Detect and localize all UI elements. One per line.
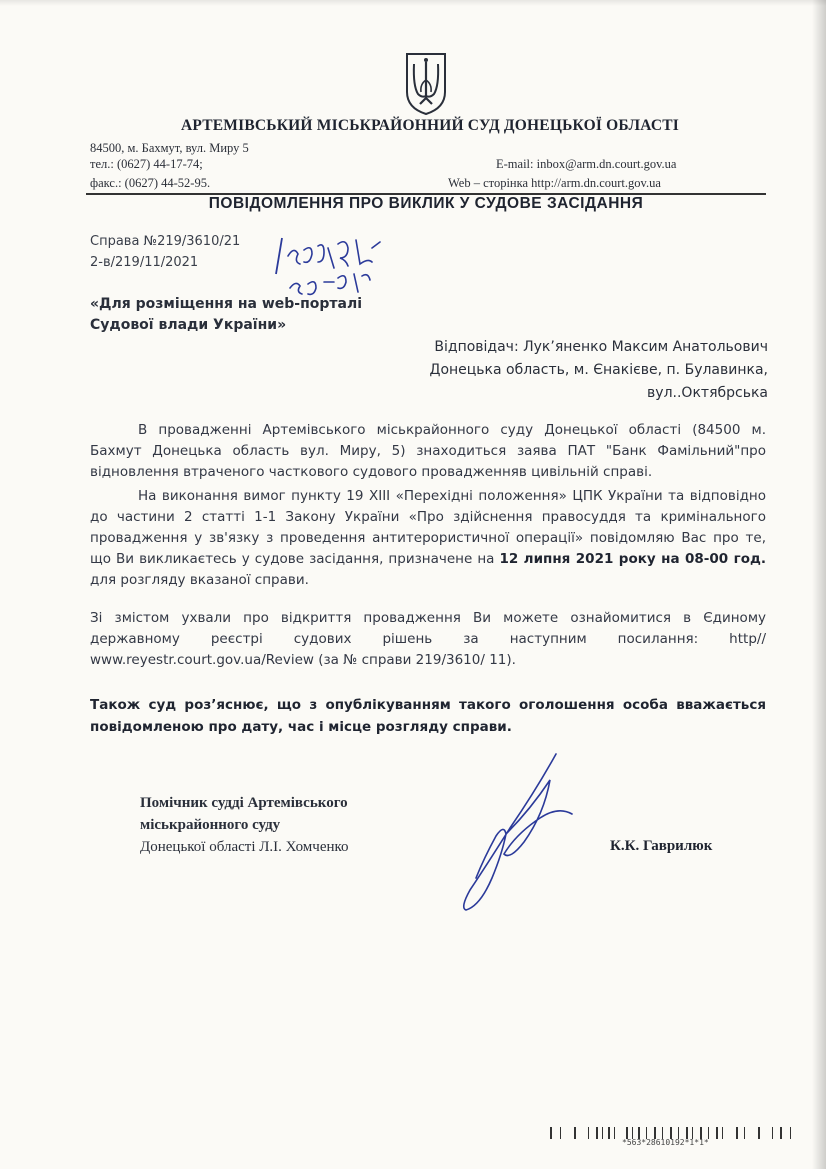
signer-title-line1: Помічник судді Артемівського [140, 795, 348, 811]
hearing-date: 12 липня 2021 року на 08-00 год. [499, 551, 766, 567]
trident-coat-of-arms-icon [404, 52, 448, 116]
scan-top-edge [0, 0, 826, 6]
paragraph-registry: Зі змістом ухвали про відкриття провадження Ви можете ознайомитися в Єдиному державному реєстрі судових рішень за наступним посилання: http// www.reyestr.court.gov.ua/Review (за № справи 219/3610/ 11). [90, 610, 766, 668]
respondent-address: Донецька область, м. Єнакієве, п. Булавинка, [429, 362, 768, 378]
proceeding-number: 2-в/219/11/2021 [90, 255, 199, 270]
court-email: E-mail: inbox@arm.dn.court.gov.ua [496, 157, 677, 171]
publication-note-line1: «Для розміщення на web-порталі [90, 296, 363, 312]
scan-right-edge [812, 0, 826, 1169]
signer-title-line2: міськрайонного суду [140, 817, 281, 833]
paragraph-clarification: Також суд роз’яснює, що з опублікуванням такого оголошення особа вважається повідомленою про дату, час і місце розгляду справи. [90, 697, 766, 735]
barcode-number: *563*28610192*1*1* [622, 1138, 709, 1147]
respondent-street: вул..Октябрська [647, 385, 768, 401]
court-website: Web – сторінка http://arm.dn.court.gov.ua [448, 176, 661, 190]
paragraph-proceeding: В провадженні Артемівського міськрайонного суду Донецької області (84500 м. Бахмут Донецька область вул. Миру, 5) знаходиться заява ПАТ "Банк Фамільний"про відновлення втраченого часткового судового провадженняв цивільній справі. [90, 422, 766, 480]
case-number: Справа №219/3610/21 [90, 234, 241, 249]
notice-title: ПОВІДОМЛЕННЯ ПРО ВИКЛИК У СУДОВЕ ЗАСІДАННЯ [208, 195, 644, 212]
signer-title-line3: Донецької області Л.І. Хомченко [140, 839, 349, 855]
court-phone: тел.: (0627) 44-17-74; [90, 157, 203, 171]
respondent-name: Відповідач: Лук’яненко Максим Анатольович [434, 339, 768, 355]
court-fax: факс.: (0627) 44-52-95. [90, 176, 211, 190]
publication-note-line2: Судової влади України» [90, 317, 287, 333]
court-name: АРТЕМІВСЬКИЙ МІСЬКРАЙОННИЙ СУД ДОНЕЦЬКОЇ ОБЛАСТІ [180, 117, 680, 134]
handwritten-signature [440, 750, 600, 920]
judge-name: К.К. Гаврилюк [610, 838, 713, 854]
court-address: 84500, м. Бахмут, вул. Миру 5 [90, 141, 249, 155]
paragraph-summons: На виконання вимог пункту 19 ХІІІ «Перехідні положення» ЦПК України та відповідно до частини 2 статті 1-1 Закону України «Про здійснення правосуддя та кримінального провадження у зв'язку з проведення антитерористичної операції» повідомляю Вас про те, що Ви викликаєтесь у судове засідання, призначене на 12 липня 2021 року на 08-00 год. для розгляду вказаної справи. [90, 488, 766, 588]
